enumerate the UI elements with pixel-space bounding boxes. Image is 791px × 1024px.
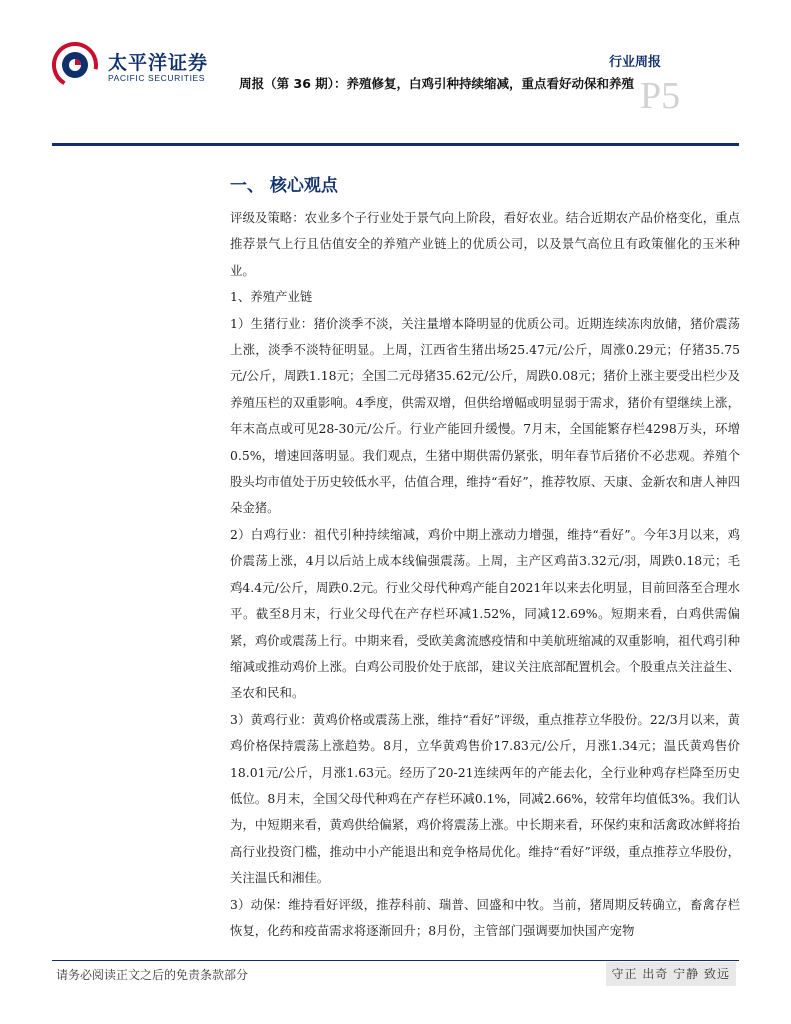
page-number: P5 [640, 75, 681, 117]
footer-disclaimer: 请务必阅读正文之后的免责条款部分 [56, 968, 249, 982]
report-category: 行业周报 [608, 55, 661, 70]
paragraph-pig: 1）生猪行业：猪价淡季不淡，关注量增本降明显的优质公司。近期连续冻肉放储，猪价震荡上涨，淡季不淡特征明显。上周，江西省生猪出场25.47元/公斤，周涨0.29元；仔猪35.75元/公斤，周跌1.18元；全国二元母猪35.62元/公斤，周跌0.08元；猪价上涨主要受出栏少及养殖压栏的双重影响。4季度，供需双增，但供给增幅或明显弱于需求，猪价有望继续上涨，年末高点或可见28-30元/公斤。行业产能回升缓慢。7月末，全国能繁存栏4298万头，环增0.5%，增速回落明显。我们观点，生猪中期供需仍紧张，明年春节后猪价不必悲观。养殖个股头均市值处于历史较低水平，估值合理，维持“看好”，推荐牧原、天康、金新农和唐人神四朵金猪。 [230, 315, 740, 516]
logo-chinese-name: 太平洋证券 [108, 52, 209, 74]
section-heading: 一、 核心观点 [230, 176, 338, 196]
paragraph-subheading: 1、养殖产业链 [230, 289, 313, 305]
pacific-securities-logo-icon [52, 42, 98, 88]
header-divider [52, 143, 739, 146]
paragraph-animal-health: 3）动保：维持看好评级，推荐科前、瑞普、回盛和中牧。当前，猪周期反转确立，畜禽存栏恢复，化药和疫苗需求将逐渐回升；8月份，主管部门强调要加快国产宠物 [230, 896, 740, 938]
paragraph-white-chicken: 2）白鸡行业：祖代引种持续缩减，鸡价中期上涨动力增强，维持“看好”。今年3月以来，鸡价震荡上涨，4月以后站上成本线偏强震荡。上周，主产区鸡苗3.32元/羽，周跌0.18元；毛鸡4.4元/公斤，周跌0.2元。行业父母代种鸡产能自2021年以来去化明显，目前回落至合理水平。截至8月末，行业父母代在产存栏环减1.52%，同减12.69%。短期来看，白鸡供需偏紧，鸡价或震荡上行。中期来看，受欧美禽流感疫情和中美航班缩减的双重影响，祖代鸡引种缩减或推动鸡价上涨。白鸡公司股价处于底部，建议关注底部配置机会。个股重点关注益生、圣农和民和。 [230, 526, 740, 701]
footer-divider [52, 960, 739, 961]
report-title: 周报（第 36 期）：养殖修复，白鸡引种持续缩减，重点看好动保和养殖 [239, 76, 634, 91]
paragraph-strategy: 评级及策略：农业多个子行业处于景气向上阶段，看好农业。结合近期农产品价格变化，重点推荐景气上行且估值安全的养殖产业链上的优质公司，以及景气高位且有政策催化的玉米种业。 [230, 210, 740, 278]
company-logo [52, 42, 212, 92]
logo-english-name: PACIFIC SECURITIES [108, 73, 206, 83]
paragraph-yellow-chicken: 3）黄鸡行业：黄鸡价格或震荡上涨，维持“看好”评级，重点推荐立华股份。22/3月以来，黄鸡价格保持震荡上涨趋势。8月，立华黄鸡售价17.83元/公斤，月涨1.34元；温氏黄鸡售价18.01元/公斤，月涨1.63元。经历了20-21连续两年的产能去化，全行业种鸡存栏降至历史低位。8月末，全国父母代种鸡在产存栏环减0.1%，同减2.66%，较常年均值低3%。我们认为，中短期来看，黄鸡供给偏紧，鸡价将震荡上涨。中长期来看，环保约束和活禽政冰鲜将抬高行业投资门槛，推动中小产能退出和竞争格局优化。维持“看好”评级，重点推荐立华股份，关注温氏和湘佳。 [230, 711, 740, 886]
section-body [230, 205, 740, 944]
footer-slogan: 守正 出奇 宁静 致远 [606, 962, 736, 986]
